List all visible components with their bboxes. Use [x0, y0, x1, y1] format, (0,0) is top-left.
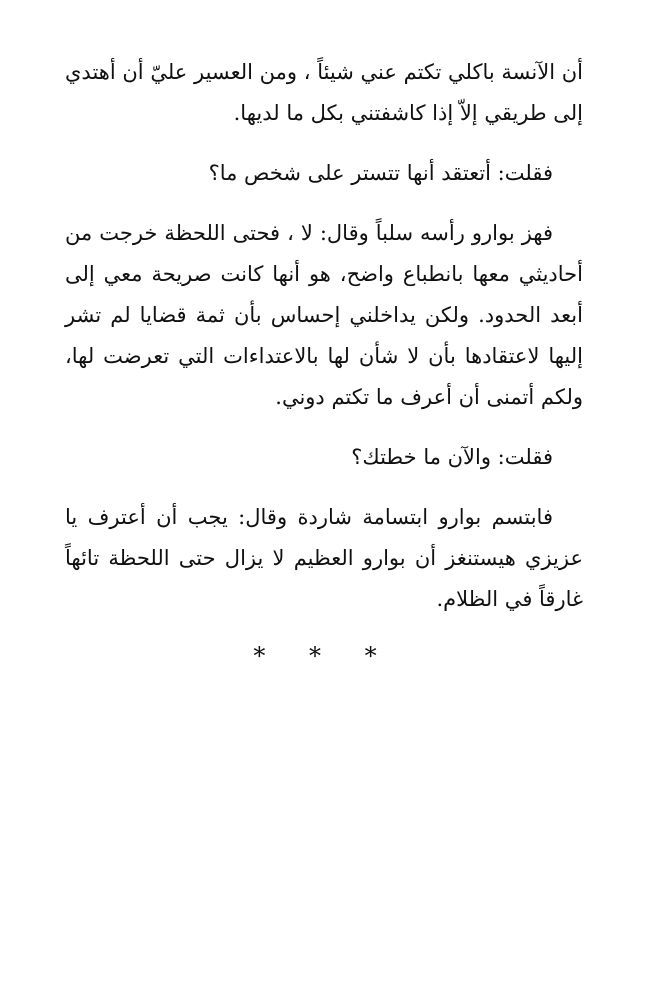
paragraph-1: أن الآنسة باكلي تكتم عني شيئاً ، ومن العسير عليّ أن أهتدي إلى طريقي إلاّ إذا كاشفتني بكل ما لديها.: [65, 60, 583, 125]
section-separator: * * *: [253, 642, 395, 670]
book-page: [65, 52, 583, 670]
paragraph-4: فقلت: والآن ما خطتك؟: [351, 445, 553, 469]
paragraph-5: فابتسم بوارو ابتسامة شاردة وقال: يجب أن أعترف يا عزيزي هيستنغز أن بوارو العظيم لا يزال حتى اللحظة تائهاً غارقاً في الظلام.: [65, 505, 583, 611]
paragraph-3: فهز بوارو رأسه سلباً وقال: لا ، فحتى اللحظة خرجت من أحاديثي معها بانطباع واضح، هو أنها كانت صريحة معي إلى أبعد الحدود. ولكن يداخلني إحساس بأن ثمة قضايا لم تشر إليها لاعتقادها بأن لا شأن لها بالاعتداءات التي تعرضت لها، ولكم أتمنى أن أعرف ما تكتم دوني.: [65, 221, 583, 409]
paragraph-2: فقلت: أتعتقد أنها تتستر على شخص ما؟: [208, 161, 553, 185]
